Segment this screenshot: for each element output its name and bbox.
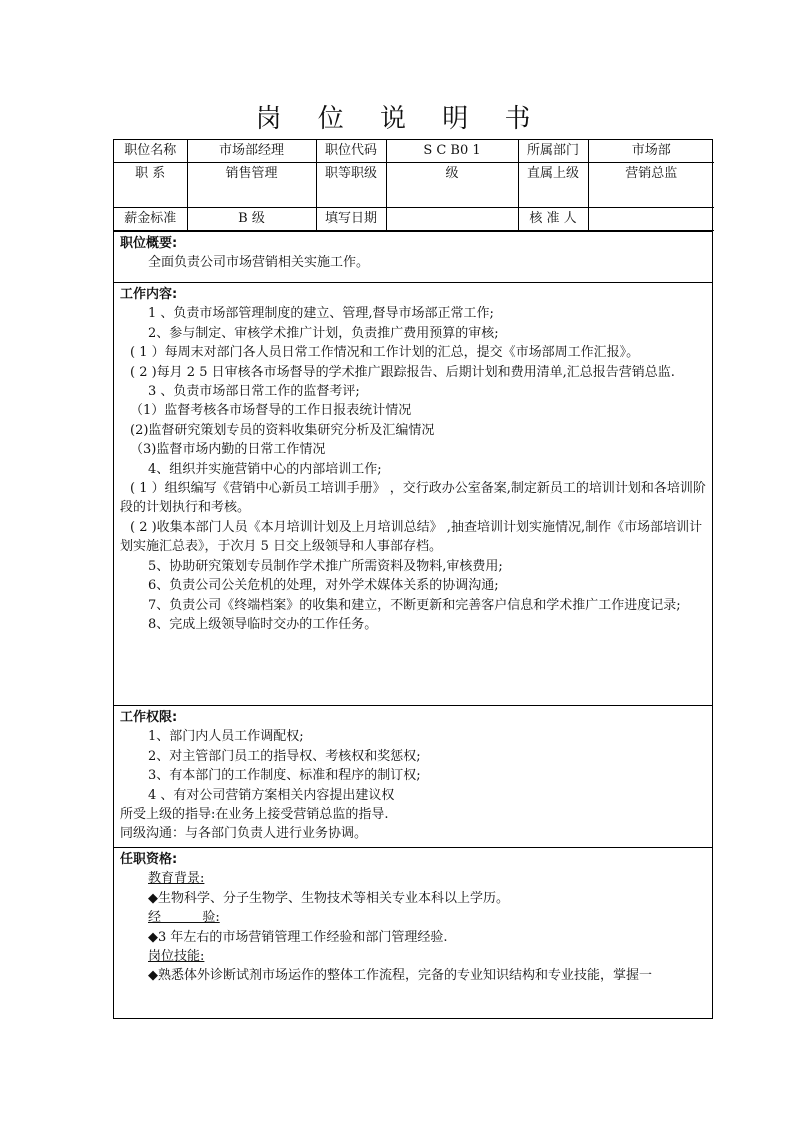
label-fill-date: 填写日期 bbox=[316, 208, 386, 231]
header-row bbox=[114, 163, 714, 208]
experience-text: ◆3 年左右的市场营销管理工作经验和部门管理经验. bbox=[148, 929, 448, 945]
content-line: 5、协助研究策划专员制作学术推广所需资料及物料,审核费用; bbox=[148, 558, 503, 574]
content-line: （3)监督市场内勤的日常工作情况 bbox=[130, 442, 326, 458]
education-label: 教育背景: bbox=[148, 871, 205, 887]
job-description-form bbox=[113, 139, 713, 1019]
content-line: ( 2 )每月 2 5 日审核各市场督导的学术推广跟踪报告、后期计划和费用清单,汇总报告营销总监. bbox=[130, 364, 675, 380]
header-row bbox=[114, 208, 714, 231]
content-line: 2、参与制定、审核学术推广计划，负责推广费用预算的审核; bbox=[148, 325, 499, 341]
rights-line: 所受上级的指导:在业务上接受营销总监的指导. bbox=[120, 807, 389, 823]
rights-line: 4 、有对公司营销方案相关内容提出建议权 bbox=[148, 787, 395, 803]
header-row bbox=[114, 140, 714, 163]
value-supervisor: 营销总监 bbox=[588, 163, 714, 208]
value-position-code: S C B0 1 bbox=[386, 140, 518, 163]
section-title: 任职资格: bbox=[120, 852, 178, 867]
content-line: （1）监督考核各市场督导的工作日报表统计情况 bbox=[130, 403, 412, 419]
content-line: ( 2 )收集本部门人员《本月培训计划及上月培训总结》 ,抽查培训计划实施情况,制作《市场部培训计划实施汇总表》，于次月 5 日交上级领导和人事部存档。 bbox=[120, 519, 703, 555]
rights-line: 1、部门内人员工作调配权; bbox=[148, 729, 304, 745]
rights-line: 2、对主管部门员工的指导权、考核权和奖惩权; bbox=[148, 748, 421, 764]
skills-text: ◆熟悉体外诊断试剂市场运作的整体工作流程，完备的专业知识结构和专业技能，掌握一 bbox=[148, 968, 652, 984]
content-line: ( 1 ）组织编写《营销中心新员工培训手册》 ，交行政办公室备案,制定新员工的培训计划和各培训阶段的计划执行和考核。 bbox=[120, 481, 706, 516]
education-text: ◆生物科学、分子生物学、生物技术等相关专业本科以上学历。 bbox=[148, 890, 509, 906]
value-salary: B 级 bbox=[187, 208, 316, 231]
value-fill-date bbox=[386, 208, 518, 231]
section-title: 工作内容: bbox=[120, 287, 178, 302]
header-table bbox=[114, 140, 714, 231]
value-approver bbox=[588, 208, 714, 231]
value-job-series: 销售管理 bbox=[187, 163, 316, 208]
value-position-name: 市场部经理 bbox=[187, 140, 316, 163]
section-title: 工作权限: bbox=[120, 710, 178, 725]
content-line: 8、完成上级领导临时交办的工作任务。 bbox=[148, 616, 378, 632]
label-supervisor: 直属上级 bbox=[518, 163, 588, 208]
label-position-name: 职位名称 bbox=[114, 140, 187, 163]
rights-line: 3、有本部门的工作制度、标准和程序的制订权; bbox=[148, 768, 421, 784]
skills-label: 岗位技能: bbox=[148, 949, 205, 965]
content-line: 4、组织并实施营销中心的内部培训工作; bbox=[148, 461, 382, 477]
content-line: (2)监督研究策划专员的资料收集研究分析及汇编情况 bbox=[130, 422, 435, 438]
rights-line: 同级沟通：与各部门负责人进行业务协调。 bbox=[120, 826, 368, 842]
label-department: 所属部门 bbox=[518, 140, 588, 163]
section-title: 职位概要: bbox=[120, 236, 178, 251]
content-line: ( 1 ）每周末对部门各人员日常工作情况和工作计划的汇总，提交《市场部周工作汇报》。 bbox=[130, 345, 640, 361]
label-grade: 职等职级 bbox=[316, 163, 386, 208]
label-position-code: 职位代码 bbox=[316, 140, 386, 163]
label-approver: 核 准 人 bbox=[518, 208, 588, 231]
qualification-section bbox=[114, 847, 712, 1012]
overview-section bbox=[114, 231, 712, 282]
label-job-series: 职 系 bbox=[114, 163, 187, 208]
content-section bbox=[114, 282, 712, 705]
page-title: 岗 位 说 明 书 bbox=[255, 104, 545, 134]
content-line: 3 、负责市场部日常工作的监督考评; bbox=[148, 384, 360, 400]
content-line: 6、负责公司公关危机的处理，对外学术媒体关系的协调沟通; bbox=[148, 578, 499, 594]
content-line: 1 、负责市场部管理制度的建立、管理,督导市场部正常工作; bbox=[148, 306, 494, 322]
value-department: 市场部 bbox=[588, 140, 714, 163]
content-line: 7、负责公司《终端档案》的收集和建立，不断更新和完善客户信息和学术推广工作进度记录; bbox=[148, 597, 681, 613]
value-grade: 级 bbox=[386, 163, 518, 208]
label-salary: 薪金标准 bbox=[114, 208, 187, 231]
overview-text: 全面负责公司市场营销相关实施工作。 bbox=[148, 255, 370, 271]
experience-label: 经 验: bbox=[148, 910, 220, 926]
rights-section bbox=[114, 705, 712, 847]
